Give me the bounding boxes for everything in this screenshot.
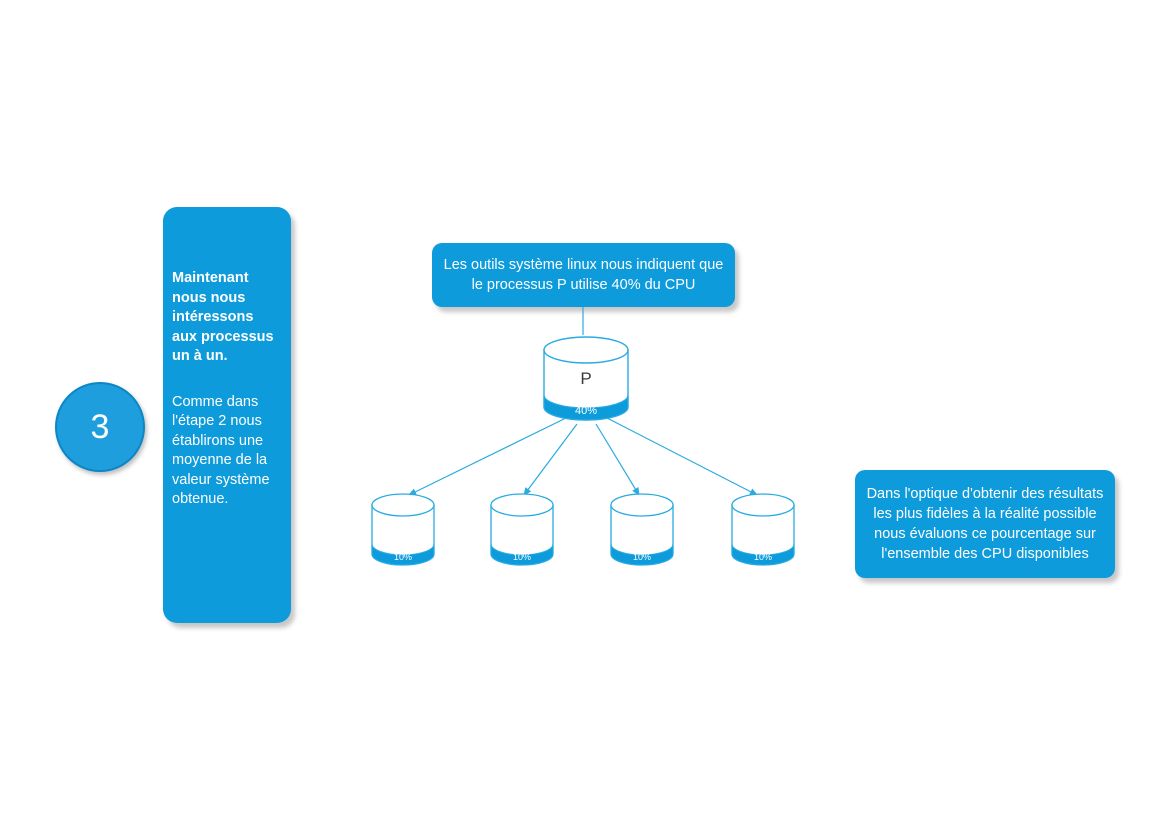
left-description-panel	[163, 207, 291, 623]
callout-right-text: Dans l'optique d'obtenir des résultats les plus fidèles à la réalité possible nous évaluons ce pourcentage sur l'ensemble des CPU disponibles	[866, 486, 1104, 562]
callout-top	[432, 243, 735, 307]
link-main-to-child-2	[524, 424, 577, 495]
link-main-to-child-3	[596, 424, 639, 495]
callout-top-text: Les outils système linux nous indiquent que le processus P utilise 40% du CPU	[443, 257, 724, 293]
left-panel-normal-text: Comme dans l'étape 2 nous établirons une moyenne de la valeur système obtenue.	[172, 393, 270, 507]
link-main-to-child-4	[607, 418, 757, 495]
database-cylinder-child-2	[490, 494, 554, 576]
left-panel-bold-text: Maintenant nous nous intéressons aux processus un à un.	[172, 270, 274, 364]
main-node-percent: 40%	[574, 405, 598, 417]
main-node-label: P	[580, 369, 592, 388]
cylinder-shape-icon	[543, 337, 629, 433]
cylinder-shape-icon	[610, 494, 674, 576]
step-number-badge	[55, 382, 145, 472]
cylinder-shape-icon	[490, 494, 554, 576]
child-node-3-percent: 10%	[632, 552, 651, 562]
callout-right	[855, 470, 1115, 578]
database-cylinder-main	[543, 337, 629, 433]
step-number-label: 3	[90, 408, 110, 446]
cylinder-shape-icon	[371, 494, 435, 576]
database-cylinder-child-3	[610, 494, 674, 576]
child-node-4-percent: 10%	[753, 552, 772, 562]
database-cylinder-child-1	[371, 494, 435, 576]
database-cylinder-child-4	[731, 494, 795, 576]
child-node-2-percent: 10%	[512, 552, 531, 562]
child-node-1-percent: 10%	[393, 552, 412, 562]
cylinder-shape-icon	[731, 494, 795, 576]
